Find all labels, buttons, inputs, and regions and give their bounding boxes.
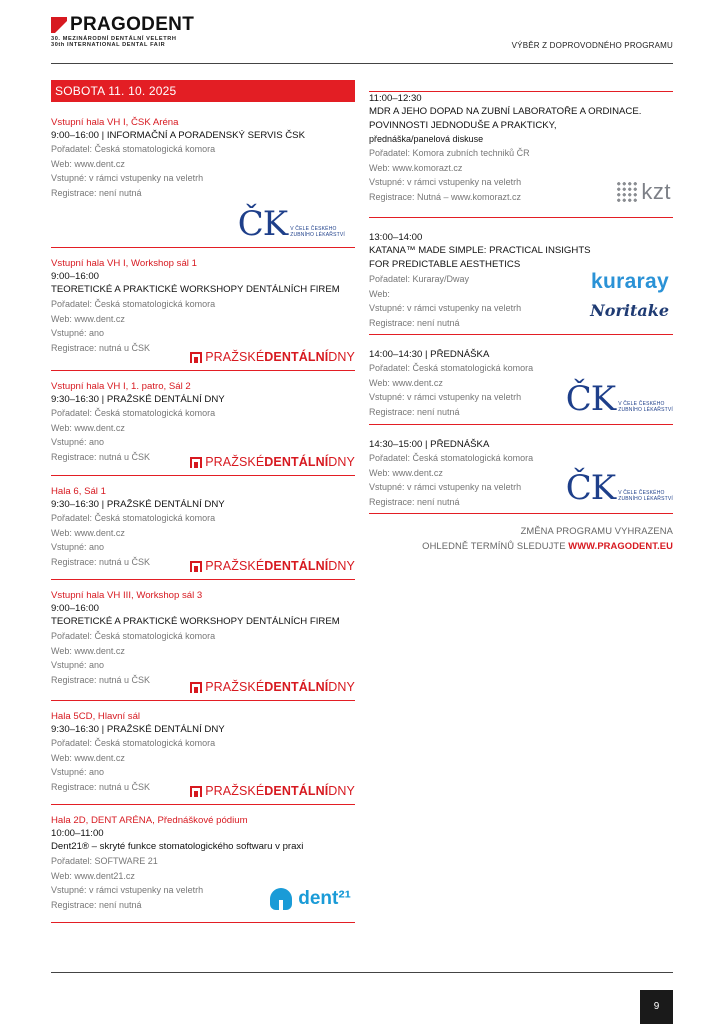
prazske-dentalni-dny-logo xyxy=(190,784,355,798)
csk-tagline-1: V ČELE ČESKÉHO xyxy=(290,226,337,232)
event-time: 9:00–16:00 xyxy=(51,271,100,282)
event-time-title: 9:00–16:00 | INFORMAČNÍ A PORADENSKÝ SERVIS ČSK xyxy=(51,130,305,141)
event-time: 11:00–12:30 xyxy=(369,93,422,104)
notice-line-2 xyxy=(369,538,673,553)
event-entry: Vstupné: ano xyxy=(51,767,105,777)
csk-mark: ČK xyxy=(237,204,288,244)
event-subtitle: přednáška/panelová diskuse xyxy=(369,134,484,144)
pdd-text-3: DNY xyxy=(328,680,355,694)
event-item xyxy=(51,589,355,701)
csk-logo xyxy=(565,379,673,419)
kuraray-logo: kuraray xyxy=(591,270,669,293)
event-item xyxy=(51,380,355,476)
event-organizer: Pořadatel: Česká stomatologická komora xyxy=(51,513,216,523)
pdd-icon xyxy=(190,561,202,572)
event-web[interactable]: Web: www.dent.cz xyxy=(369,467,443,478)
logo-subtitle-en: 30th INTERNATIONAL DENTAL FAIR xyxy=(51,42,166,49)
event-organizer: Pořadatel: SOFTWARE 21 xyxy=(51,856,158,866)
prazske-dentalni-dny-logo xyxy=(190,455,355,469)
event-organizer: Pořadatel: Česká stomatologická komora xyxy=(51,144,216,154)
event-organizer: Pořadatel: Česká stomatologická komora xyxy=(51,738,216,748)
csk-tagline-2: ZUBNÍHO LÉKAŘSTVÍ xyxy=(618,407,673,413)
event-registration: Registrace: nutná u ČSK xyxy=(51,342,151,353)
event-item xyxy=(51,257,355,371)
event-registration: Registrace: nutná u ČSK xyxy=(51,674,151,685)
event-title-2: FOR PREDICTABLE AESTHETICS xyxy=(369,259,521,270)
event-title: Dent21® – skryté funkce stomatologického softwaru v praxi xyxy=(51,841,304,852)
pdd-text-3: DNY xyxy=(328,350,355,364)
event-item xyxy=(51,710,355,805)
prazske-dentalni-dny-logo xyxy=(190,680,355,694)
event-web[interactable]: Web: www.komorazt.cz xyxy=(369,162,463,173)
event-organizer: Pořadatel: Komora zubních techniků ČR xyxy=(369,148,530,158)
footer-divider xyxy=(51,972,673,973)
event-organizer: Pořadatel: Česká stomatologická komora xyxy=(51,631,216,641)
dent21-text: dent²¹ xyxy=(298,888,351,909)
pragodent-link[interactable]: WWW.PRAGODENT.EU xyxy=(568,540,673,551)
event-title: TEORETICKÉ A PRAKTICKÉ WORKSHOPY DENTÁLNÍCH FIREM xyxy=(51,616,340,627)
pdd-text-3: DNY xyxy=(328,784,355,798)
event-organizer: Pořadatel: Česká stomatologická komora xyxy=(51,299,216,309)
kzt-text: kzt xyxy=(641,179,671,204)
event-location: Hala 6, Sál 1 xyxy=(51,486,106,497)
event-time-title: 14:00–14:30 | PŘEDNÁŠKA xyxy=(369,349,490,360)
page-header xyxy=(51,16,673,64)
right-column xyxy=(369,80,673,553)
csk-logo xyxy=(565,468,673,508)
pdd-text-2: DENTÁLNÍ xyxy=(264,455,329,469)
event-time-title: 14:30–15:00 | PŘEDNÁŠKA xyxy=(369,439,490,450)
logo-subtitle-cz: 30. MEZINÁRODNÍ DENTÁLNÍ VELETRH xyxy=(51,36,177,42)
pdd-icon xyxy=(190,457,202,468)
event-entry: Vstupné: ano xyxy=(51,328,105,338)
csk-tagline-2: ZUBNÍHO LÉKAŘSTVÍ xyxy=(290,232,345,238)
event-entry: Vstupné: v rámci vstupenky na veletrh xyxy=(369,303,522,313)
day-heading: SOBOTA 11. 10. 2025 xyxy=(51,80,355,102)
notice-line-1: ZMĚNA PROGRAMU VYHRAZENA xyxy=(520,525,673,536)
left-column xyxy=(51,80,355,932)
dent21-logo xyxy=(270,888,351,910)
page-number: 9 xyxy=(640,990,673,1024)
pragodent-mark-icon xyxy=(51,17,67,33)
pdd-text-1: PRAŽSKÉ xyxy=(205,455,265,469)
event-item xyxy=(51,116,355,248)
event-organizer: Pořadatel: Česká stomatologická komora xyxy=(51,408,216,418)
pdd-text-1: PRAŽSKÉ xyxy=(205,350,265,364)
event-location: Vstupní hala VH I, 1. patro, Sál 2 xyxy=(51,381,191,392)
event-web[interactable]: Web: www.dent.cz xyxy=(51,158,125,169)
event-title-2: POVINNOSTI JEDNODUŠE A PRAKTICKY, xyxy=(369,120,557,131)
event-time-title: 9:30–16:30 | PRAŽSKÉ DENTÁLNÍ DNY xyxy=(51,499,225,510)
pdd-text-2: DENTÁLNÍ xyxy=(264,784,329,798)
notice-prefix: OHLEDNĚ TERMÍNŮ SLEDUJTE xyxy=(422,540,569,551)
event-entry: Vstupné: v rámci vstupenky na veletrh xyxy=(369,482,522,492)
event-entry: Vstupné: v rámci vstupenky na veletrh xyxy=(369,177,522,187)
event-organizer: Pořadatel: Česká stomatologická komora xyxy=(369,453,534,463)
csk-tagline xyxy=(618,490,673,502)
event-web[interactable]: Web: www.dent.cz xyxy=(51,752,125,763)
event-title-1: KATANA™ MADE SIMPLE: PRACTICAL INSIGHTS xyxy=(369,245,591,256)
event-location: Hala 2D, DENT ARÉNA, Přednáškové pódium xyxy=(51,815,248,826)
event-location: Vstupní hala VH I, ČSK Aréna xyxy=(51,117,179,128)
prazske-dentalni-dny-logo xyxy=(190,559,355,573)
header-divider xyxy=(51,63,673,64)
pragodent-logo xyxy=(51,16,194,34)
csk-logo xyxy=(237,204,345,244)
event-item xyxy=(369,434,673,514)
event-item xyxy=(369,344,673,425)
noritake-logo: Noritake xyxy=(590,301,669,320)
pdd-text-2: DENTÁLNÍ xyxy=(264,680,329,694)
section-title: VÝBĚR Z DOPROVODNÉHO PROGRAMU xyxy=(511,41,673,50)
event-entry: Vstupné: v rámci vstupenky na veletrh xyxy=(51,173,204,183)
csk-tagline-1: V ČELE ČESKÉHO xyxy=(618,401,665,407)
csk-tagline xyxy=(618,401,673,413)
event-item xyxy=(369,92,673,218)
event-registration: Registrace: není nutná xyxy=(369,496,460,507)
event-entry: Vstupné: ano xyxy=(51,542,105,552)
csk-tagline-2: ZUBNÍHO LÉKAŘSTVÍ xyxy=(618,496,673,502)
event-registration: Registrace: nutná u ČSK xyxy=(51,556,151,567)
event-entry: Vstupné: ano xyxy=(51,437,105,447)
kzt-logo xyxy=(616,181,671,203)
event-web[interactable]: Web: www.dent.cz xyxy=(51,645,125,656)
event-web[interactable]: Web: xyxy=(369,288,390,299)
event-location: Hala 5CD, Hlavní sál xyxy=(51,711,141,722)
program-notice xyxy=(369,523,673,553)
event-web[interactable]: Web: www.dent.cz xyxy=(51,422,125,433)
csk-mark: ČK xyxy=(565,468,616,508)
event-item xyxy=(369,227,673,335)
event-registration: Registrace: nutná u ČSK xyxy=(51,451,151,462)
logo-text: PRAGODENT xyxy=(70,14,195,35)
csk-tagline-1: V ČELE ČESKÉHO xyxy=(618,490,665,496)
event-registration: Registrace: není nutná xyxy=(369,406,460,417)
event-entry: Vstupné: ano xyxy=(51,660,105,670)
event-item xyxy=(51,814,355,923)
event-web[interactable]: Web: www.dent.cz xyxy=(369,377,443,388)
pdd-text-2: DENTÁLNÍ xyxy=(264,559,329,573)
event-entry: Vstupné: v rámci vstupenky na veletrh xyxy=(369,392,522,402)
pdd-text-1: PRAŽSKÉ xyxy=(205,784,265,798)
pdd-icon xyxy=(190,682,202,693)
pdd-text-3: DNY xyxy=(328,559,355,573)
pdd-text-2: DENTÁLNÍ xyxy=(264,350,329,364)
csk-tagline xyxy=(290,226,345,238)
event-web[interactable]: Web: www.dent21.cz xyxy=(51,870,135,881)
prazske-dentalni-dny-logo xyxy=(190,350,355,364)
event-location: Vstupní hala VH III, Workshop sál 3 xyxy=(51,590,203,601)
event-organizer: Pořadatel: Česká stomatologická komora xyxy=(369,363,534,373)
event-time-title: 9:30–16:30 | PRAŽSKÉ DENTÁLNÍ DNY xyxy=(51,394,225,405)
event-registration: Registrace: není nutná xyxy=(51,187,142,198)
event-web[interactable]: Web: www.dent.cz xyxy=(51,313,125,324)
event-web[interactable]: Web: www.dent.cz xyxy=(51,527,125,538)
kzt-dots-icon xyxy=(616,181,638,203)
event-registration: Registrace: není nutná xyxy=(51,899,142,910)
event-time: 10:00–11:00 xyxy=(51,828,104,839)
event-registration: Registrace: nutná u ČSK xyxy=(51,781,151,792)
pdd-text-1: PRAŽSKÉ xyxy=(205,559,265,573)
event-registration: Registrace: Nutná – www.komorazt.cz xyxy=(369,191,522,202)
tooth-icon xyxy=(270,888,292,910)
event-time: 13:00–14:00 xyxy=(369,232,423,243)
csk-mark: ČK xyxy=(565,379,616,419)
event-title: TEORETICKÉ A PRAKTICKÉ WORKSHOPY DENTÁLNÍCH FIREM xyxy=(51,284,340,295)
event-item xyxy=(51,485,355,580)
pdd-text-1: PRAŽSKÉ xyxy=(205,680,265,694)
event-organizer: Pořadatel: Kuraray/Dway xyxy=(369,274,470,284)
event-title-1: MDR A JEHO DOPAD NA ZUBNÍ LABORATOŘE A ORDINACE. xyxy=(369,106,642,117)
event-location: Vstupní hala VH I, Workshop sál 1 xyxy=(51,258,197,269)
pdd-icon xyxy=(190,786,202,797)
event-time: 9:00–16:00 xyxy=(51,603,100,614)
pdd-icon xyxy=(190,352,202,363)
event-registration: Registrace: není nutná xyxy=(369,317,460,328)
pdd-text-3: DNY xyxy=(328,455,355,469)
event-entry: Vstupné: v rámci vstupenky na veletrh xyxy=(51,885,204,895)
logo-subtitle xyxy=(51,36,177,49)
event-time-title: 9:30–16:30 | PRAŽSKÉ DENTÁLNÍ DNY xyxy=(51,724,225,735)
